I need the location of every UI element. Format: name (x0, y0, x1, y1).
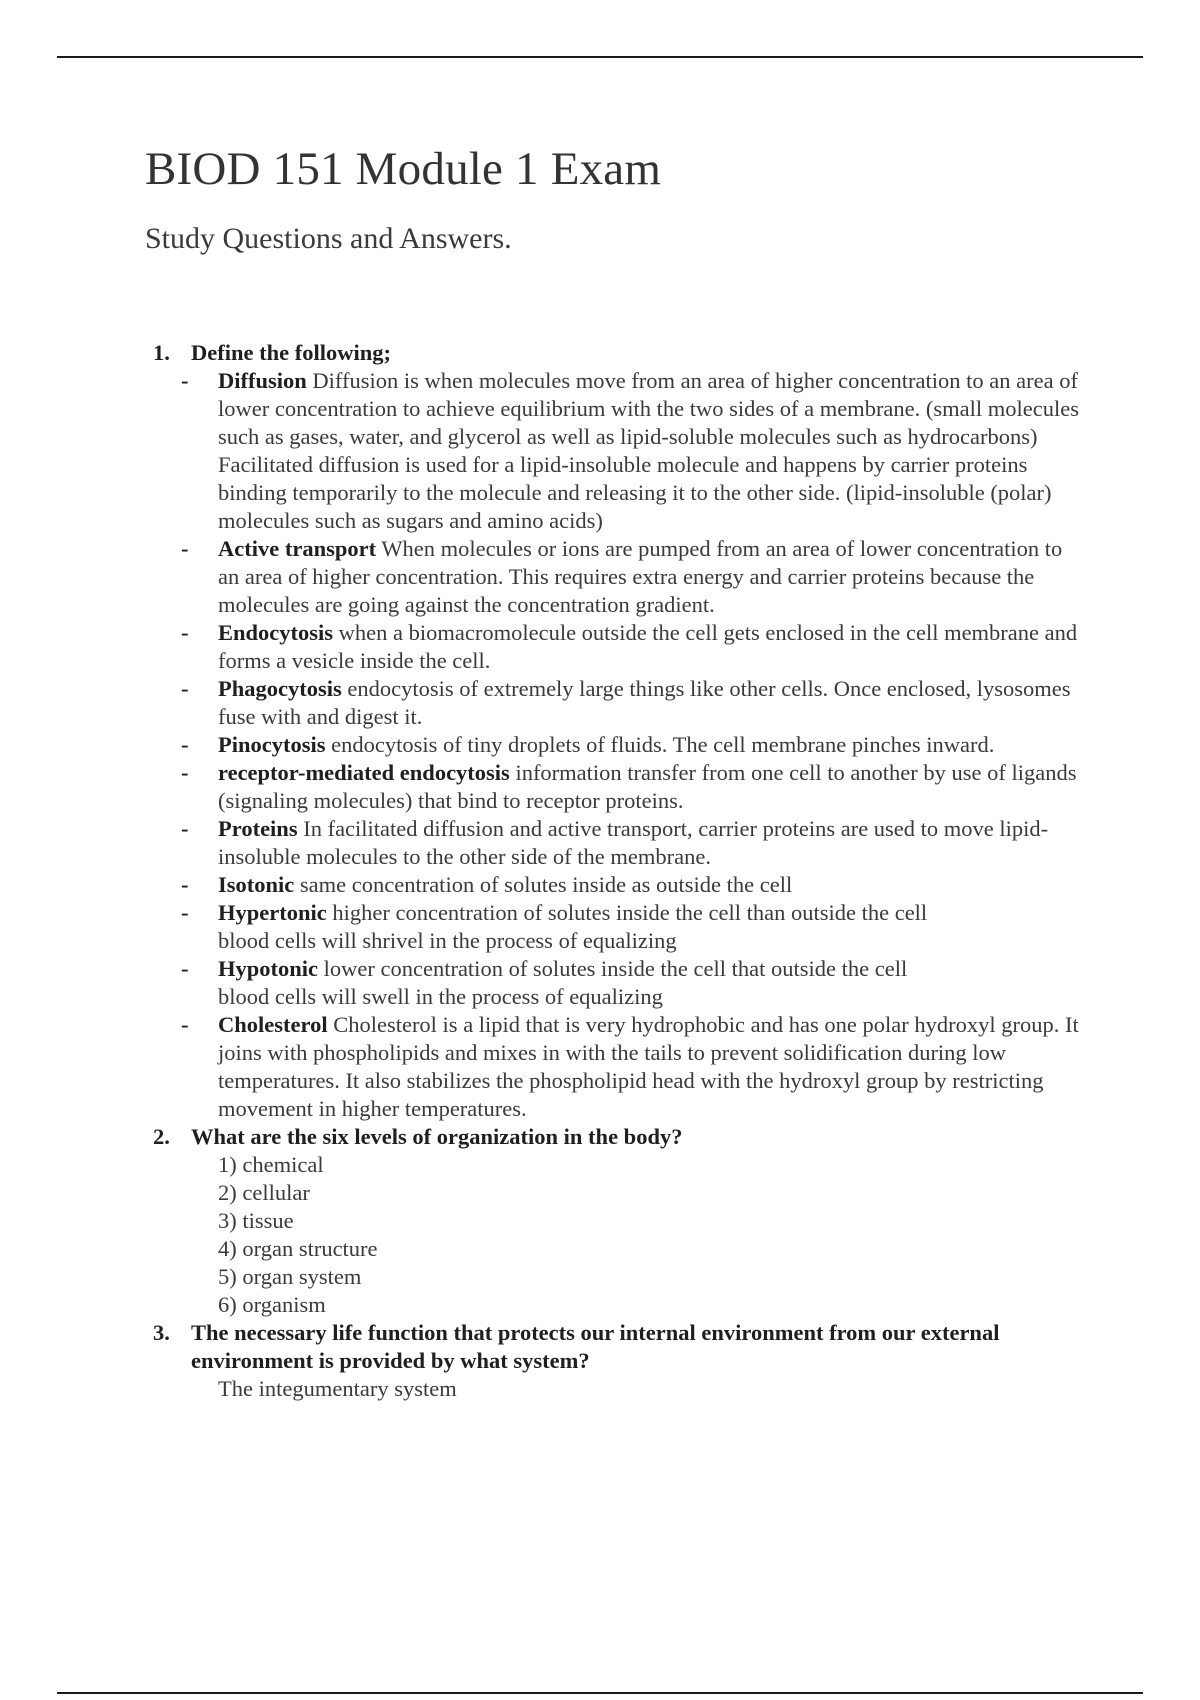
definition-diffusion (0, 367, 1088, 451)
document-title: BIOD 151 Module 1 Exam (145, 143, 662, 195)
definition-isotonic (0, 871, 1088, 899)
definition-term: Endocytosis (218, 620, 334, 645)
question-3 (0, 1319, 1091, 1375)
definition-text: when a biomacromolecule outside the cell gets enclosed in the cell membrane and forms a vesicle inside the cell. (218, 620, 1078, 673)
list-item: 1) chemical (218, 1152, 324, 1177)
question-text: What are the six levels of organization in the body? (191, 1124, 683, 1149)
definition-text: When molecules or ions are pumped from an area of lower concentration to an area of higher concentration. This requires extra energy and carrier proteins because the molecules are going against the concentration gradient. (218, 536, 1063, 617)
definition-term: Hypotonic (218, 956, 319, 981)
question-text: Define the following; (191, 340, 391, 365)
definition-text: higher concentration of solutes inside the cell than outside the cell (332, 900, 928, 925)
definition-proteins (0, 815, 1088, 871)
definition-cholesterol (0, 1011, 1088, 1123)
top-rule (57, 56, 1143, 58)
definition-extra: blood cells will shrivel in the process of equalizing (218, 928, 677, 953)
question-number: 1. (153, 340, 170, 365)
definition-term: Cholesterol (218, 1012, 328, 1037)
dash-bullet: - (181, 900, 189, 925)
definition-term: Active transport (218, 536, 377, 561)
dash-bullet: - (181, 816, 189, 841)
definition-term: Isotonic (218, 872, 295, 897)
definition-term: receptor-mediated endocytosis (218, 760, 510, 785)
definition-phagocytosis (0, 675, 1088, 731)
definition-endocytosis (0, 619, 1088, 675)
definition-text: information transfer from one cell to another by use of ligands (signaling molecules) that bind to receptor proteins. (218, 760, 1077, 813)
question-number: 3. (153, 1320, 170, 1345)
definition-text: endocytosis of tiny droplets of fluids. The cell membrane pinches inward. (331, 732, 995, 757)
dash-bullet: - (181, 872, 189, 897)
definition-receptor-mediated-endocytosis (0, 759, 1088, 815)
list-item: 5) organ system (218, 1264, 362, 1289)
question-number: 2. (153, 1124, 170, 1149)
definition-pinocytosis (0, 731, 1088, 759)
definition-text: endocytosis of extremely large things like other cells. Once enclosed, lysosomes fuse with and digest it. (218, 676, 1071, 729)
definition-term: Pinocytosis (218, 732, 326, 757)
question-1 (0, 339, 1091, 367)
document-subtitle: Study Questions and Answers. (145, 222, 512, 255)
dash-bullet: - (181, 956, 189, 981)
definition-text: same concentration of solutes inside as outside the cell (299, 872, 793, 897)
definition-text: In facilitated diffusion and active transport, carrier proteins are used to move lipid-insoluble molecules to the other side of the membrane. (218, 816, 1049, 869)
answer-text: The integumentary system (218, 1376, 457, 1401)
list-item: 6) organism (218, 1292, 326, 1317)
list-item: 4) organ structure (218, 1236, 378, 1261)
document-body (0, 339, 1200, 1403)
dash-bullet: - (181, 760, 189, 785)
question-2 (0, 1123, 1091, 1151)
definition-term: Hypertonic (218, 900, 327, 925)
dash-bullet: - (181, 676, 189, 701)
definition-text: Cholesterol is a lipid that is very hydrophobic and has one polar hydroxyl group. It joins with phospholipids and mixes in with the tails to prevent solidification during low temperatures. It also stabilizes the phospholipid head with the hydroxyl group by restricting movement in higher temperatures. (218, 1012, 1079, 1121)
definition-extra: blood cells will swell in the process of equalizing (218, 984, 663, 1009)
definition-term: Diffusion (218, 368, 307, 393)
dash-bullet: - (181, 732, 189, 757)
definition-hypertonic (0, 899, 1088, 927)
definition-term: Phagocytosis (218, 676, 342, 701)
list-item: 2) cellular (218, 1180, 310, 1205)
definition-active-transport (0, 535, 1088, 619)
dash-bullet: - (181, 536, 189, 561)
dash-bullet: - (181, 620, 189, 645)
list-item: 3) tissue (218, 1208, 294, 1233)
bottom-rule (57, 1692, 1143, 1694)
definition-term: Proteins (218, 816, 298, 841)
definition-extra: Facilitated diffusion is used for a lipid-insoluble molecule and happens by carrier proteins binding temporarily to the molecule and releasing it to the other side. (lipid-insoluble (polar) molecules such as sugars and amino acids) (218, 452, 1052, 533)
dash-bullet: - (181, 1012, 189, 1037)
definition-text: Diffusion is when molecules move from an area of higher concentration to an area of lower concentration to achieve equilibrium with the two sides of a membrane. (small molecules such as gases, water, and glycerol as well as lipid-soluble molecules such as hydrocarbons) (218, 368, 1079, 449)
dash-bullet: - (181, 368, 189, 393)
definition-text: lower concentration of solutes inside the cell that outside the cell (323, 956, 908, 981)
definition-hypotonic (0, 955, 1088, 983)
question-text: The necessary life function that protects our internal environment from our external environment is provided by what system? (191, 1320, 1000, 1373)
